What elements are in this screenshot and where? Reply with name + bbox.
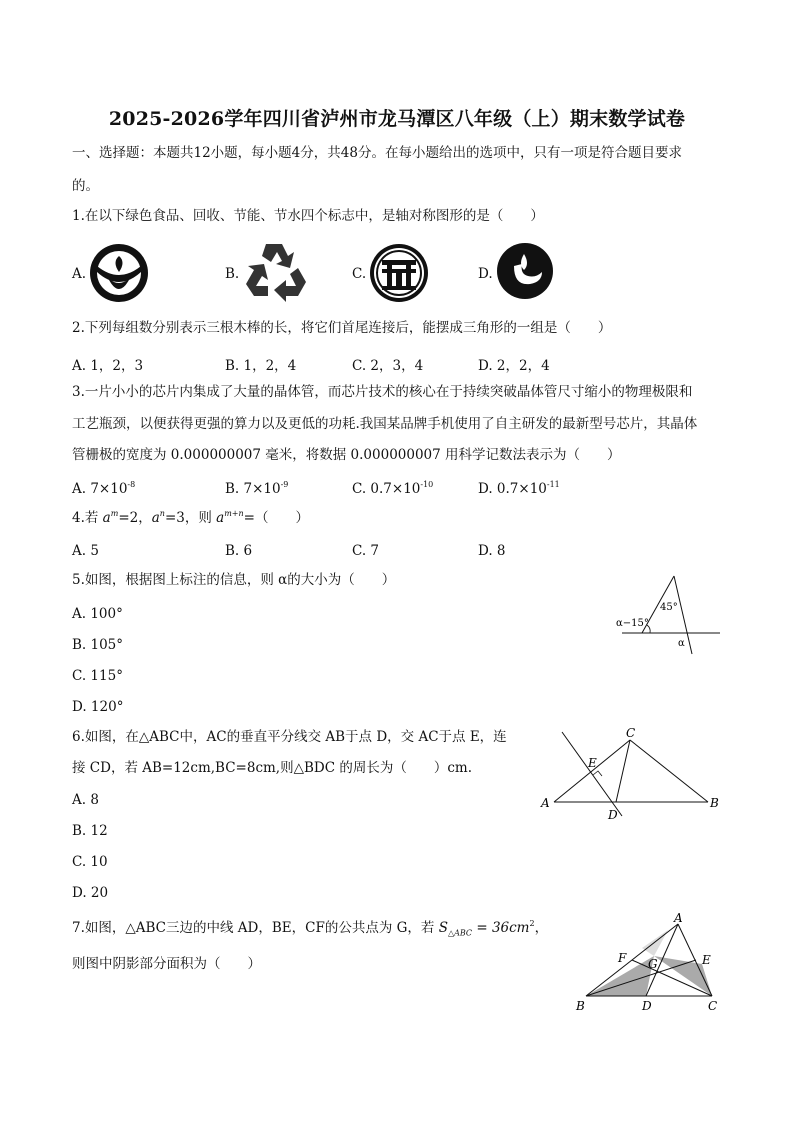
q4-option-a: A. 5: [72, 543, 99, 559]
q7-point-e-label: E: [702, 953, 711, 967]
q5-figure: [612, 570, 722, 656]
energy-saving-logo-icon: [368, 242, 430, 304]
q6-stem-line2: 接 CD，若 AB=12cm,BC=8cm,则△BDC 的周长为（ ）cm.: [72, 760, 473, 776]
q1-label-b: B.: [225, 266, 240, 282]
q3-stem-line1: 3.一片小小的芯片内集成了大量的晶体管，而芯片技术的核心在于持续突破晶体管尺寸缩小的物理极限和: [72, 384, 693, 400]
q6-option-a: A. 8: [72, 792, 99, 808]
q6-point-b-label: B: [710, 796, 719, 810]
q7-figure: [572, 911, 732, 1014]
q2-option-d: D. 2，2，4: [478, 358, 550, 374]
q3-option-d: D. $0.7\times 10^{-11}$: [478, 480, 560, 497]
q2-option-c: C. 2，3，4: [352, 358, 424, 374]
q6-point-d-label: D: [608, 808, 618, 822]
q5-option-c: C. 115°: [72, 668, 123, 684]
q7-stem-line2: 则图中阴影部分面积为（ ）: [72, 956, 261, 972]
q3-stem-line3: 管栅极的宽度为 0.000000007 毫米，将数据 0.000000007 用科学记数法表示为（ ）: [72, 447, 621, 463]
q7-point-d-label: D: [642, 999, 652, 1013]
section-heading: 一、选择题：本题共12小题，每小题4分，共48分。在每小题给出的选项中，只有一项是符合题目要求: [72, 145, 682, 161]
q3-option-b: B. $7\times 10^{-9}$: [225, 480, 289, 497]
q6-option-c: C. 10: [72, 854, 108, 870]
exam-title: 2025-2026学年四川省泸州市龙马潭区八年级（上）期末数学试卷: [108, 108, 686, 130]
q5-angle-alpha-label: α: [678, 638, 685, 649]
q5-stem: 5.如图，根据图上标注的信息，则 α的大小为（ ）: [72, 572, 396, 588]
q6-point-e-label: E: [588, 756, 597, 770]
q4-option-b: B. 6: [225, 543, 253, 559]
q7-point-c-label: C: [708, 999, 718, 1013]
q6-option-d: D. 20: [72, 885, 109, 901]
q5-angle-45-label: 45°: [660, 602, 678, 613]
q7-point-f-label: F: [618, 951, 627, 965]
q5-option-d: D. 120°: [72, 699, 124, 715]
q7-stem-line1: 7.如图，△ABC三边的中线 AD，BE，CF的公共点为 G，若 $S_{\triangle ABC} = 36cm^2$，: [72, 919, 549, 938]
q3-option-c: C. $0.7\times 10^{-10}$: [352, 480, 434, 497]
q1-label-a: A.: [72, 266, 87, 282]
q1-label-d: D.: [478, 266, 493, 282]
q6-point-a-label: A: [541, 796, 550, 810]
q2-stem: 2.下列每组数分别表示三根木棒的长，将它们首尾连接后，能摆成三角形的一组是（ ）: [72, 320, 612, 336]
q2-option-b: B. 1，2，4: [225, 358, 297, 374]
q6-figure: [538, 724, 728, 824]
q5-angle-alpha-minus-15-label: α−15°: [616, 618, 649, 629]
q6-point-c-label: C: [626, 726, 636, 740]
section-heading-cont: 的。: [72, 178, 99, 194]
water-saving-logo-icon: [496, 242, 554, 300]
q6-stem-line1: 6.如图，在△ABC中，AC的垂直平分线交 AB于点 D，交 AC于点 E，连: [72, 729, 507, 745]
q2-option-a: A. 1，2，3: [72, 358, 144, 374]
q3-option-a: A. $7\times 10^{-8}$: [72, 480, 136, 497]
q7-point-g-label: G: [648, 957, 658, 971]
recycle-logo-icon: [242, 240, 308, 304]
q4-option-d: D. 8: [478, 543, 506, 559]
q5-option-a: A. 100°: [72, 606, 123, 622]
q1-stem: 1.在以下绿色食品、回收、节能、节水四个标志中，是轴对称图形的是（ ）: [72, 208, 544, 224]
green-food-logo-icon: [88, 242, 150, 304]
q3-stem-line2: 工艺瓶颈，以便获得更强的算力以及更低的功耗.我国某品牌手机使用了自主研发的最新型号芯片，其晶体: [72, 416, 698, 432]
q7-point-a-label: A: [674, 911, 683, 925]
q5-option-b: B. 105°: [72, 637, 124, 653]
q4-stem: 4.若 $a^m=2$，$a^n=3$，则 $a^{m+n}=$（ ）: [72, 509, 309, 526]
q4-option-c: C. 7: [352, 543, 380, 559]
q7-point-b-label: B: [576, 999, 585, 1013]
q6-option-b: B. 12: [72, 823, 108, 839]
q1-label-c: C.: [352, 266, 367, 282]
